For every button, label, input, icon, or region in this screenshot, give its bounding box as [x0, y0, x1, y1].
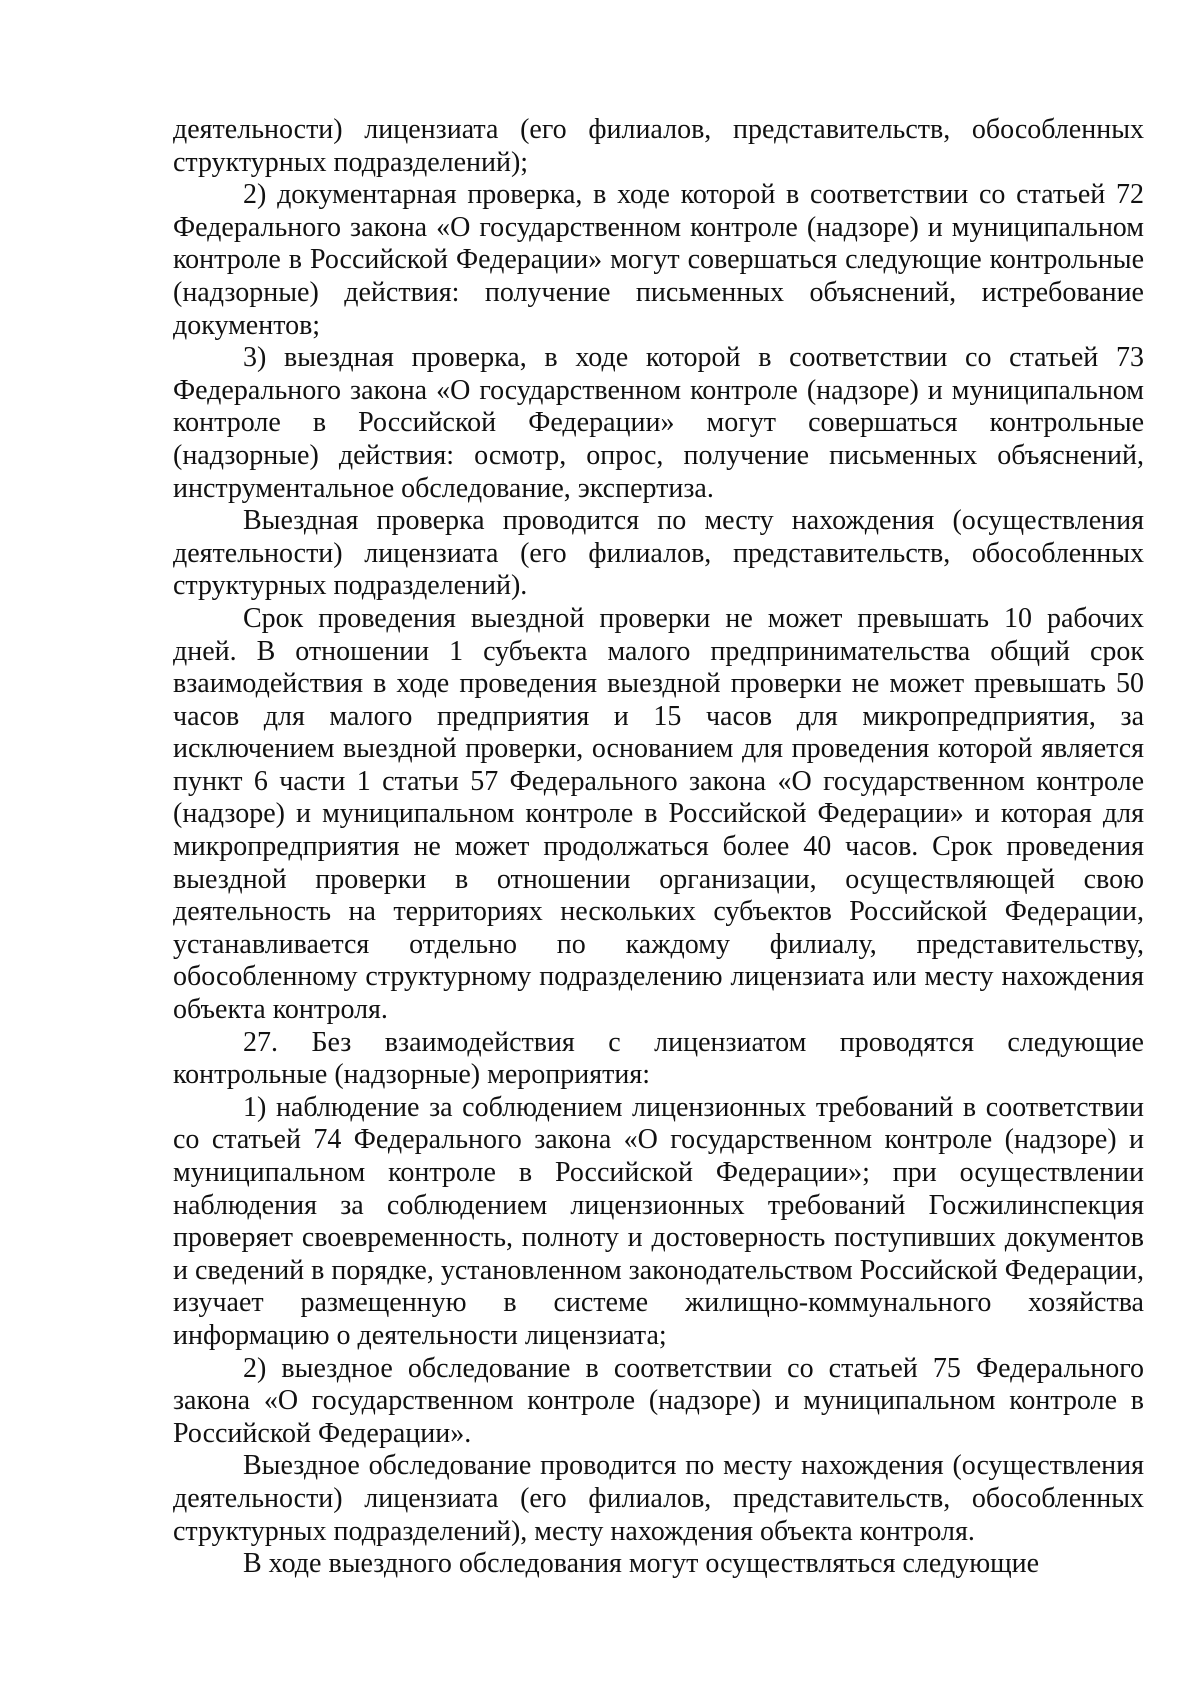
paragraph-1: деятельности) лицензиата (его филиалов, представительств, обособленных структурных подразделений); [173, 114, 1144, 178]
paragraph-3: 3) выездная проверка, в ходе которой в соответствии со статьей 73 Федерального закона «О государственном контроле (надзоре) и муниципальном контроле в Российской Федерации» могут совершаться контрольные (надзорные) действия: осмотр, опрос, получение письменных объяснений, инструментальное обследование, экспертиза. [173, 342, 1144, 504]
document-body [173, 114, 1144, 1581]
paragraph-8: 2) выездное обследование в соответствии со статьей 75 Федерального закона «О государственном контроле (надзоре) и муниципальном контроле в Российской Федерации». [173, 1352, 1144, 1449]
paragraph-5: Срок проведения выездной проверки не может превышать 10 рабочих дней. В отношении 1 субъекта малого предпринимательства общий срок взаимодействия в ходе проведения выездной проверки не может превышать 50 часов для малого предприятия и 15 часов для микропредприятия, за исключением выездной проверки, основанием для проведения которой является пункт 6 части 1 статьи 57 Федерального закона «О государственном контроле (надзоре) и муниципальном контроле в Российской Федерации» и которая для микропредприятия не может продолжаться более 40 часов. Срок проведения выездной проверки в отношении организации, осуществляющей свою деятельность на территориях нескольких субъектов Российской Федерации, устанавливается отдельно по каждому филиалу, представительству, обособленному структурному подразделению лицензиата или месту нахождения объекта контроля. [173, 602, 1144, 1026]
paragraph-7: 1) наблюдение за соблюдением лицензионных требований в соответствии со статьей 74 Федерального закона «О государственном контроле (надзоре) и муниципальном контроле в Российской Федерации»; при осуществлении наблюдения за соблюдением лицензионных требований Госжилинспекция проверяет своевременность, полноту и достоверность поступивших документов и сведений в порядке, установленном законодательством Российской Федерации, изучает размещенную в системе жилищно-коммунального хозяйства информацию о деятельности лицензиата; [173, 1091, 1144, 1351]
paragraph-9: Выездное обследование проводится по месту нахождения (осуществления деятельности) лицензиата (его филиалов, представительств, обособленных структурных подразделений), месту нахождения объекта контроля. [173, 1450, 1144, 1547]
paragraph-2: 2) документарная проверка, в ходе которой в соответствии со статьей 72 Федерального закона «О государственном контроле (надзоре) и муниципальном контроле в Российской Федерации» могут совершаться следующие контрольные (надзорные) действия: получение письменных объяснений, истребование документов; [173, 179, 1144, 341]
paragraph-10: В ходе выездного обследования могут осуществляться следующие [243, 1548, 1040, 1580]
paragraph-6: 27. Без взаимодействия с лицензиатом проводятся следующие контрольные (надзорные) мероприятия: [173, 1026, 1144, 1091]
paragraph-4: Выездная проверка проводится по месту нахождения (осуществления деятельности) лицензиата (его филиалов, представительств, обособленных структурных подразделений). [173, 505, 1144, 602]
